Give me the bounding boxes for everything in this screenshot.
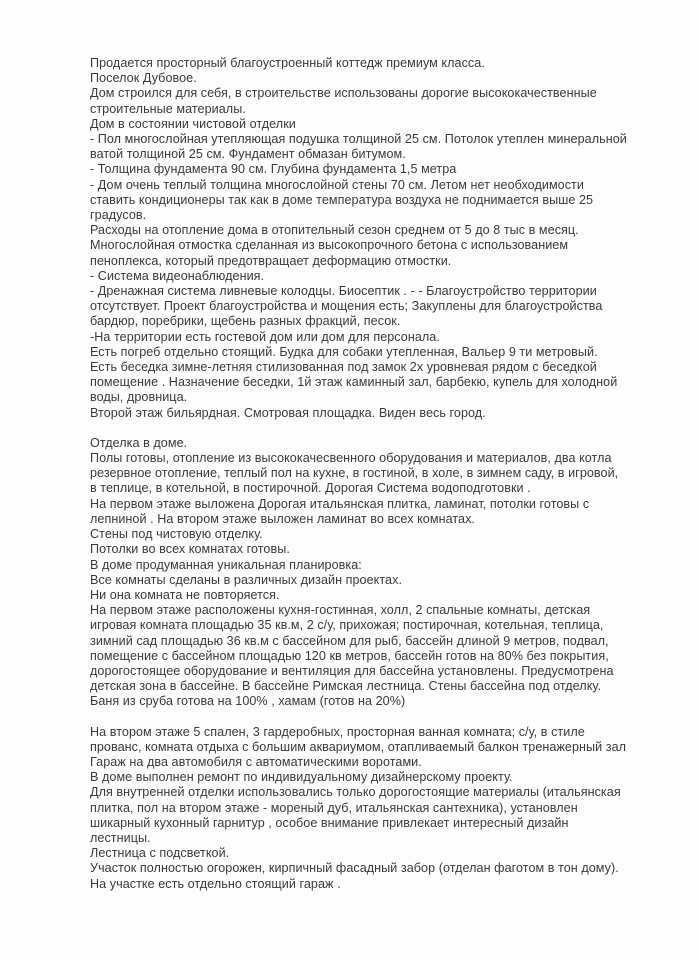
text-line: детская зона в бассейне. В бассейне Римская лестница. Стены бассейна под отделку. [90, 679, 602, 694]
text-line: Лестница с подсветкой. [90, 846, 230, 861]
text-line: Для внутренней отделки использовались только дорогостоящие материалы (итальянская [90, 785, 621, 800]
text-line: На втором этаже 5 спален, 3 гардеробных, просторная ванная комната; с/у, в стиле [90, 724, 585, 739]
text-line: Дом строился для себя, в строительстве использованы дорогие высококачественные [90, 86, 597, 101]
text-line: помещение . Назначение беседки, 1й этаж каминный зал, барбекю, купель для холодной [90, 375, 618, 390]
paragraph-house-description [90, 56, 630, 421]
text-line: Все комнаты сделаны в различных дизайн проектах. [90, 572, 402, 587]
text-line: в теплице, в котельной, в постирочной. Дорогая Система водоподготовки . [90, 481, 531, 496]
paragraph-interior-finishing [90, 436, 630, 710]
text-line: - Толщина фундамента 90 см. Глубина фундамента 1,5 метра [90, 162, 457, 177]
document-body [90, 56, 630, 892]
text-line: Есть погреб отдельно стоящий. Будка для собаки утепленная, Вальер 9 ти метровый. [90, 344, 598, 359]
text-line: Стены под чистовую отделку. [90, 527, 263, 542]
text-line: градусов. [90, 208, 147, 223]
text-line: Участок полностью огорожен, кирпичный фасадный забор (отделан фаготом в тон дому). [90, 861, 619, 876]
text-line: резервное отопление, теплый пол на кухне, в гостиной, в холе, в зимнем саду, в игровой, [90, 466, 619, 481]
text-line: помещение с бассейном площадью 120 кв метров, бассейн готов на 80% без покрытия, [90, 648, 609, 663]
text-line: На участке есть отдельно стоящий гараж . [90, 876, 341, 891]
text-line: Есть беседка зимне-летняя стилизованная под замок 2х уровневая рядом с беседкой [90, 360, 597, 375]
text-line: Отделка в доме. [90, 435, 188, 450]
text-line: строительные материалы. [90, 101, 246, 116]
paragraph-second-floor [90, 725, 630, 892]
text-line: В доме выполнен ремонт по индивидуальному дизайнерскому проекту. [90, 770, 513, 785]
text-line: - Дренажная система ливневые колодцы. Биосептик . - - Благоустройство территории [90, 284, 597, 299]
text-line: Потолки во всех комнатах готовы. [90, 542, 290, 557]
text-line: Дом в состоянии чистовой отделки [90, 116, 296, 131]
text-line: Гараж на два автомобиля с автоматическими воротами. [90, 754, 422, 769]
text-line: Расходы на отопление дома в отопительный сезон среднем от 5 до 8 тыс в месяц. [90, 223, 579, 238]
text-line: - Дом очень теплый толщина многослойной стены 70 см. Летом нет необходимости [90, 177, 584, 192]
text-line: Баня из сруба готова на 100% , хамам (готов на 20%) [90, 694, 406, 709]
text-line: пеноплекса, который предотвращает деформацию отмостки. [90, 253, 452, 268]
text-line: бардюр, поребрики, щебень разных фракций, песок. [90, 314, 401, 329]
text-line: Продается просторный благоустроенный коттедж премиум класса. [90, 56, 485, 70]
text-line: Полы готовы, отопление из высококачесвенного оборудования и материалов, два котла [90, 451, 612, 466]
text-line: игровая комната площадью 35 кв.м, 2 с/у, прихожая; постирочная, котельная, теплица, [90, 618, 604, 633]
text-line: Второй этаж бильярдная. Смотровая площадка. Виден весь город. [90, 405, 486, 420]
paragraph-spacer [90, 710, 630, 725]
text-line: лепниной . На втором этаже выложен ламинат во всех комнатах. [90, 511, 475, 526]
text-line: Поселок Дубовое. [90, 71, 197, 86]
text-line: - Система видеонаблюдения. [90, 268, 265, 283]
text-line: плитка, пол на втором этаже - мореный дуб, итальянская сантехника), установлен [90, 800, 578, 815]
text-line: На первом этаже выложена Дорогая итальянская плитка, ламинат, потолки готовы с [90, 496, 590, 511]
text-line: дорогостоящее оборудование и вентиляция для бассейна установлены. Предусмотрена [90, 663, 614, 678]
text-line: зимний сад площадью 36 кв.м с бассейном для рыб, бассейн длиной 9 метров, подвал, [90, 633, 609, 648]
text-line: В доме продуманная уникальная планировка: [90, 557, 362, 572]
text-line: -На территории есть гостевой дом или дом для персонала. [90, 329, 440, 344]
text-line: ватой толщиной 25 см. Фундамент обмазан битумом. [90, 147, 406, 162]
text-line: Многослойная отмостка сделанная из высокопрочного бетона с использованием [90, 238, 569, 253]
text-line: ставить кондиционеры так как в доме температура воздуха не поднимается выше 25 [90, 192, 594, 207]
text-line: Ни она комната не повторяется. [90, 587, 280, 602]
text-line: воды, дровница. [90, 390, 188, 405]
text-line: отсутствует. Проект благоустройства и мощения есть; Закуплены для благоустройства [90, 299, 603, 314]
paragraph-spacer [90, 421, 630, 436]
text-line: шикарный кухонный гарнитур , особое внимание привлекает интересный дизайн [90, 815, 569, 830]
text-line: лестницы. [90, 830, 151, 845]
text-line: На первом этаже расположены кухня-гостинная, холл, 2 спальные комнаты, детская [90, 603, 591, 618]
text-line: прованс, комната отдыха с большим аквариумом, отапливаемый балкон тренажерный зал [90, 739, 627, 754]
text-line: - Пол многослойная утепляющая подушка толщиной 25 см. Потолок утеплен минеральной [90, 132, 627, 147]
